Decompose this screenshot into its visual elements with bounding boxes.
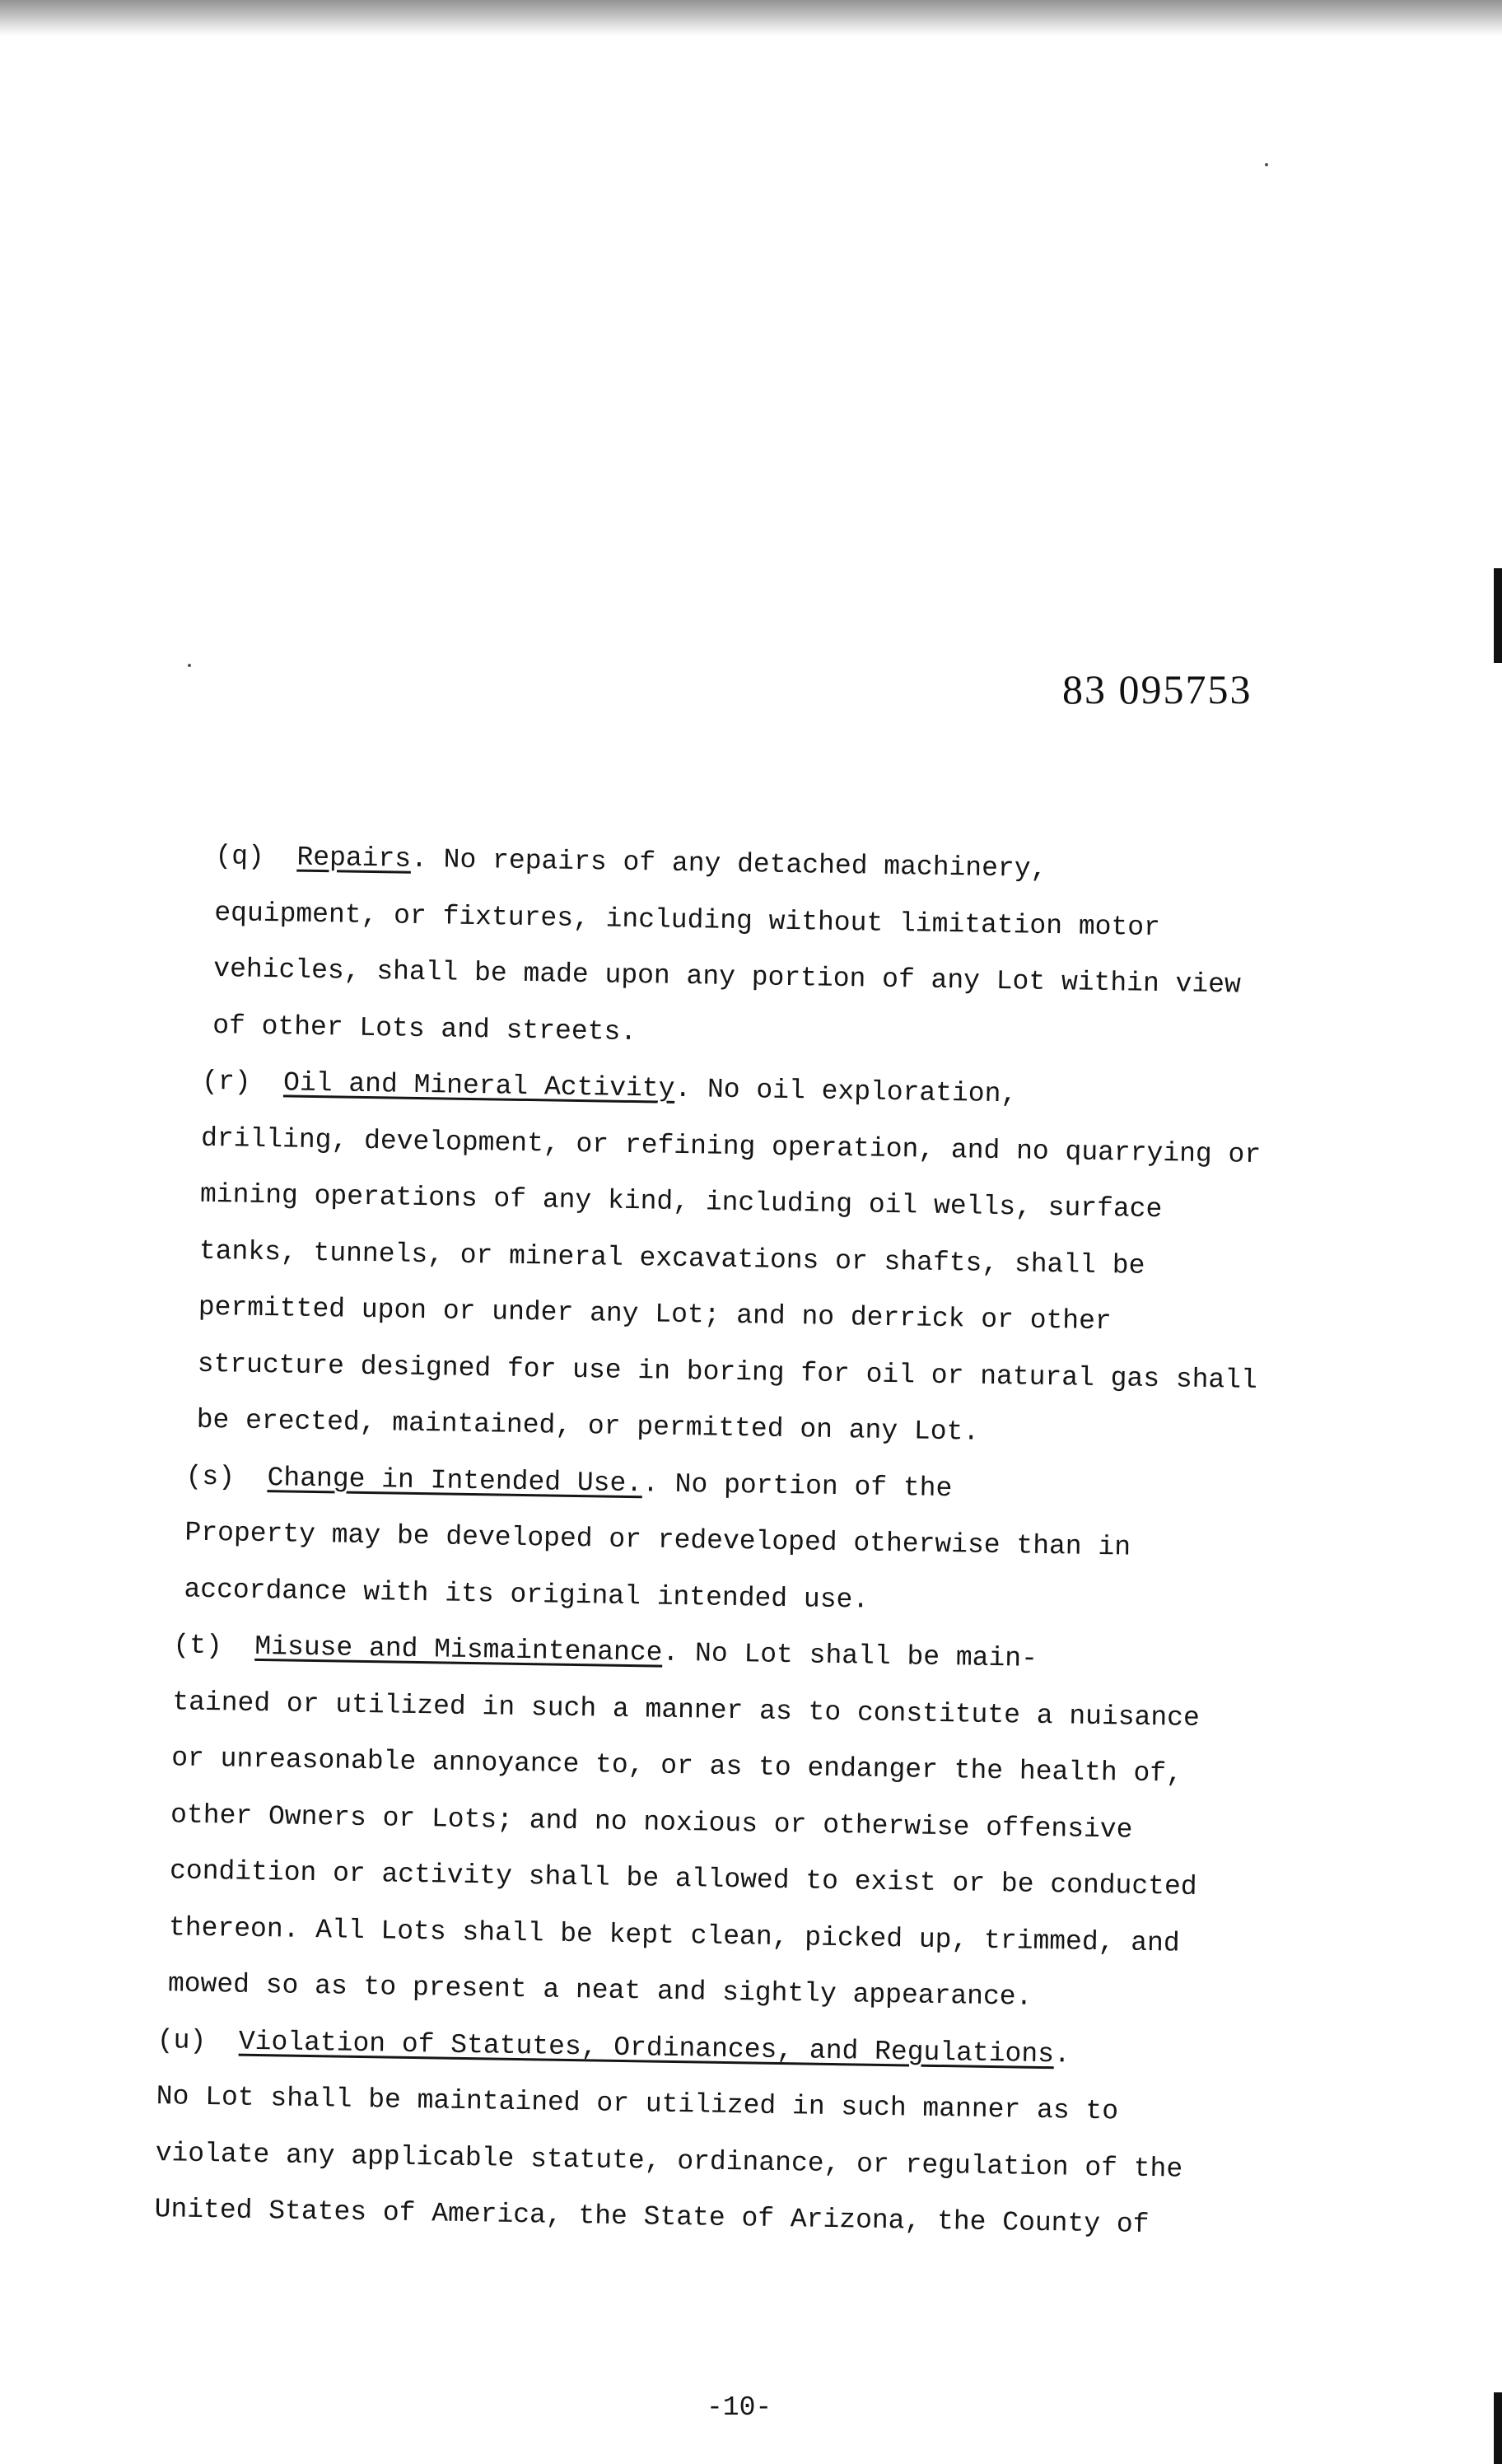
paragraph-line: vehicles, shall be made upon any portion of any Lot within view <box>213 954 1242 1001</box>
scan-speck <box>1265 163 1268 166</box>
paragraph-line: permitted upon or under any Lot; and no derrick or other <box>198 1291 1112 1337</box>
paragraph-q <box>212 828 1364 1072</box>
paragraph-heading: Oil and Mineral Activity <box>282 1067 675 1104</box>
paragraph-line: equipment, or fixtures, including without limitation motor <box>214 897 1161 943</box>
paragraph-line: No Lot shall be maintained or utilized in such manner as to <box>156 2081 1119 2127</box>
paragraph-heading: Change in Intended Use. <box>267 1462 643 1499</box>
document-body <box>139 828 1364 2256</box>
paragraph-label: (u) <box>156 2024 207 2056</box>
paragraph-line: tanks, tunnels, or mineral excavations or shafts, shall be <box>198 1235 1145 1281</box>
paragraph-line: . No oil exploration, <box>674 1073 1018 1110</box>
paragraph-line: . No portion of the <box>641 1468 953 1504</box>
paragraph-line: violate any applicable statute, ordinance, or regulation of the <box>155 2137 1183 2185</box>
paragraph-line: or unreasonable annoyance to, or as to endanger the health of, <box>170 1743 1183 1790</box>
paragraph-line: . No repairs of any detached machinery, <box>410 843 1047 884</box>
paragraph-line: United States of America, the State of Arizona, the County of <box>154 2194 1150 2241</box>
document-number: 83 095753 <box>1062 666 1252 712</box>
paragraph-label: (r) <box>201 1066 251 1098</box>
paragraph-line: accordance with its original intended use. <box>184 1574 870 1616</box>
paragraph-line: drilling, development, or refining operation, and no quarrying or <box>200 1122 1262 1170</box>
paragraph-heading: Misuse and Mismaintenance <box>254 1631 663 1668</box>
paragraph-s <box>184 1449 1354 1636</box>
paragraph-line: thereon. All Lots shall be kept clean, picked up, trimmed, and <box>168 1911 1180 1959</box>
paragraph-r <box>196 1054 1360 1468</box>
scan-speck <box>188 664 191 667</box>
paragraph-line: condition or activity shall be allowed to exist or be conducted <box>169 1855 1197 1902</box>
paragraph-line: . No Lot shall be main- <box>662 1637 1038 1674</box>
paragraph-heading: Repairs <box>296 842 412 875</box>
paragraph-label: (s) <box>185 1461 236 1492</box>
paragraph-t <box>167 1617 1350 2031</box>
paragraph-line: other Owners or Lots; and no noxious or otherwise offensive <box>170 1799 1133 1846</box>
paragraph-line: . <box>1053 2038 1071 2070</box>
paragraph-label: (q) <box>215 841 265 872</box>
paragraph-line: of other Lots and streets. <box>212 1010 637 1048</box>
paragraph-line: mowed so as to present a neat and sightly appearance. <box>167 1968 1033 2013</box>
paragraph-label: (t) <box>173 1630 223 1662</box>
paragraph-u <box>154 2013 1345 2257</box>
page-number: -10- <box>707 2392 772 2423</box>
paragraph-line: Property may be developed or redeveloped otherwise than in <box>184 1517 1131 1563</box>
paragraph-line: be erected, maintained, or permitted on any Lot. <box>196 1404 980 1448</box>
paragraph-line: mining operations of any kind, including oil wells, surface <box>199 1178 1163 1225</box>
scan-edge-mark-upper <box>1494 568 1502 663</box>
scan-top-shadow <box>0 0 1502 36</box>
paragraph-line: tained or utilized in such a manner as to constitute a nuisance <box>172 1686 1201 1734</box>
scan-edge-mark-lower <box>1494 2392 1502 2464</box>
paragraph-line: structure designed for use in boring for oil or natural gas shall <box>197 1348 1258 1396</box>
paragraph-heading: Violation of Statutes, Ordinances, and Regulations <box>238 2026 1055 2070</box>
